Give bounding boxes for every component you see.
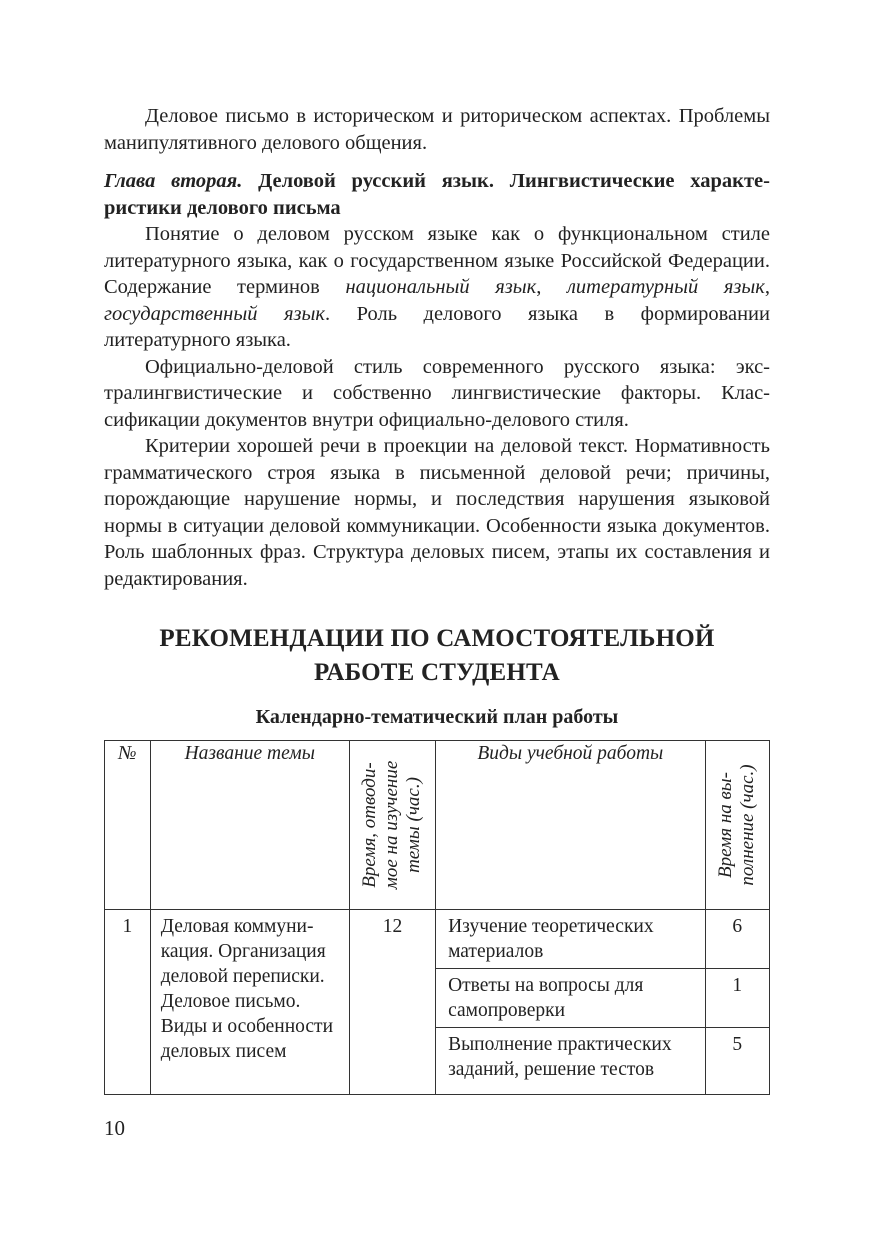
table-row xyxy=(105,910,770,969)
row-topic-name: Деловая коммуникация. Организация деловой переписки. Деловое письмо. Виды и особенности деловых писем xyxy=(150,910,349,1095)
paragraph-good-speech-criteria: Критерии хорошей речи в проекции на деловой текст. Нормативность грамматического строя языка в письменной деловой речи; причины, порождающие нарушение нормы, и последствия нарушения языковой нормы в ситуации деловой коммуникации. Особенности языка документов. Роль шаблонных фраз. Структура деловых писем, этапы их составления и редактирования. xyxy=(104,435,770,590)
row-number: 1 xyxy=(105,910,151,1095)
page-number: 10 xyxy=(104,1116,125,1140)
term-state-language: государственный язык xyxy=(104,302,325,325)
header-completion-time-line1: Время на вы- xyxy=(715,772,737,878)
p2-sep-2: , xyxy=(764,276,770,298)
header-completion-time xyxy=(705,741,769,910)
paragraph-official-style: Официально-деловой стиль современного русского языка: экстралингвистические и собственно лингвистические факторы. Классификации документов внутри официально-делового стиля. xyxy=(104,355,770,431)
section-title-line1: РЕКОМЕНДАЦИИ ПО САМОСТОЯТЕЛЬНОЙ xyxy=(159,625,715,652)
section-title xyxy=(104,622,770,690)
activity-hours: 1 xyxy=(705,969,769,1028)
header-topic-name: Название темы xyxy=(150,741,349,910)
body-text-top xyxy=(104,103,770,592)
header-study-time-text xyxy=(359,761,425,890)
table-header-row xyxy=(105,741,770,910)
section-title-line2: РАБОТЕ СТУДЕНТА xyxy=(314,659,560,686)
header-completion-time-text xyxy=(715,764,759,885)
chapter-label: Глава вторая. xyxy=(104,170,243,192)
activity-kind: Изучение теоретических материалов xyxy=(436,910,706,969)
header-study-time-line1: Время, отводи- xyxy=(359,762,381,888)
header-number: № xyxy=(105,741,151,910)
row-study-time: 12 xyxy=(349,910,435,1095)
activity-kind: Выполнение практических заданий, решение тестов xyxy=(436,1028,706,1095)
term-national-language: национальный язык xyxy=(345,276,537,298)
p2-sep-1: , xyxy=(536,276,567,298)
chapter-heading xyxy=(104,168,770,221)
paragraph-business-letter-aspects: Деловое письмо в историческом и риторическом аспектах. Проблемы манипулятивного делового общения. xyxy=(104,105,770,154)
term-literary-language: литературный язык xyxy=(566,276,765,298)
header-study-time-line3: темы (час.) xyxy=(403,777,425,873)
activity-hours: 5 xyxy=(705,1028,769,1095)
header-study-time xyxy=(349,741,435,910)
header-study-time-line2: мое на изучение xyxy=(381,760,403,890)
activity-kind: Ответы на вопросы для самопроверки xyxy=(436,969,706,1028)
header-work-types: Виды учебной работы xyxy=(436,741,706,910)
table-title: Календарно-тематический план работы xyxy=(255,706,619,728)
header-completion-time-line2: полнение (час.) xyxy=(737,764,759,886)
activity-hours: 6 xyxy=(705,910,769,969)
chapter-title: Деловой русский язык. Лингвистические характеристики делового письма xyxy=(104,170,770,219)
p2-text-a: Понятие о деловом русском языке как о функциональном стиле литературного языка, как о государственном языке Российской Федерации. Содержание терминов xyxy=(104,223,770,298)
thematic-plan-table xyxy=(104,740,770,1095)
p2-text-b: . Роль делового языка в формировании литературного языка. xyxy=(104,302,770,351)
paragraph-business-russian xyxy=(104,221,770,354)
